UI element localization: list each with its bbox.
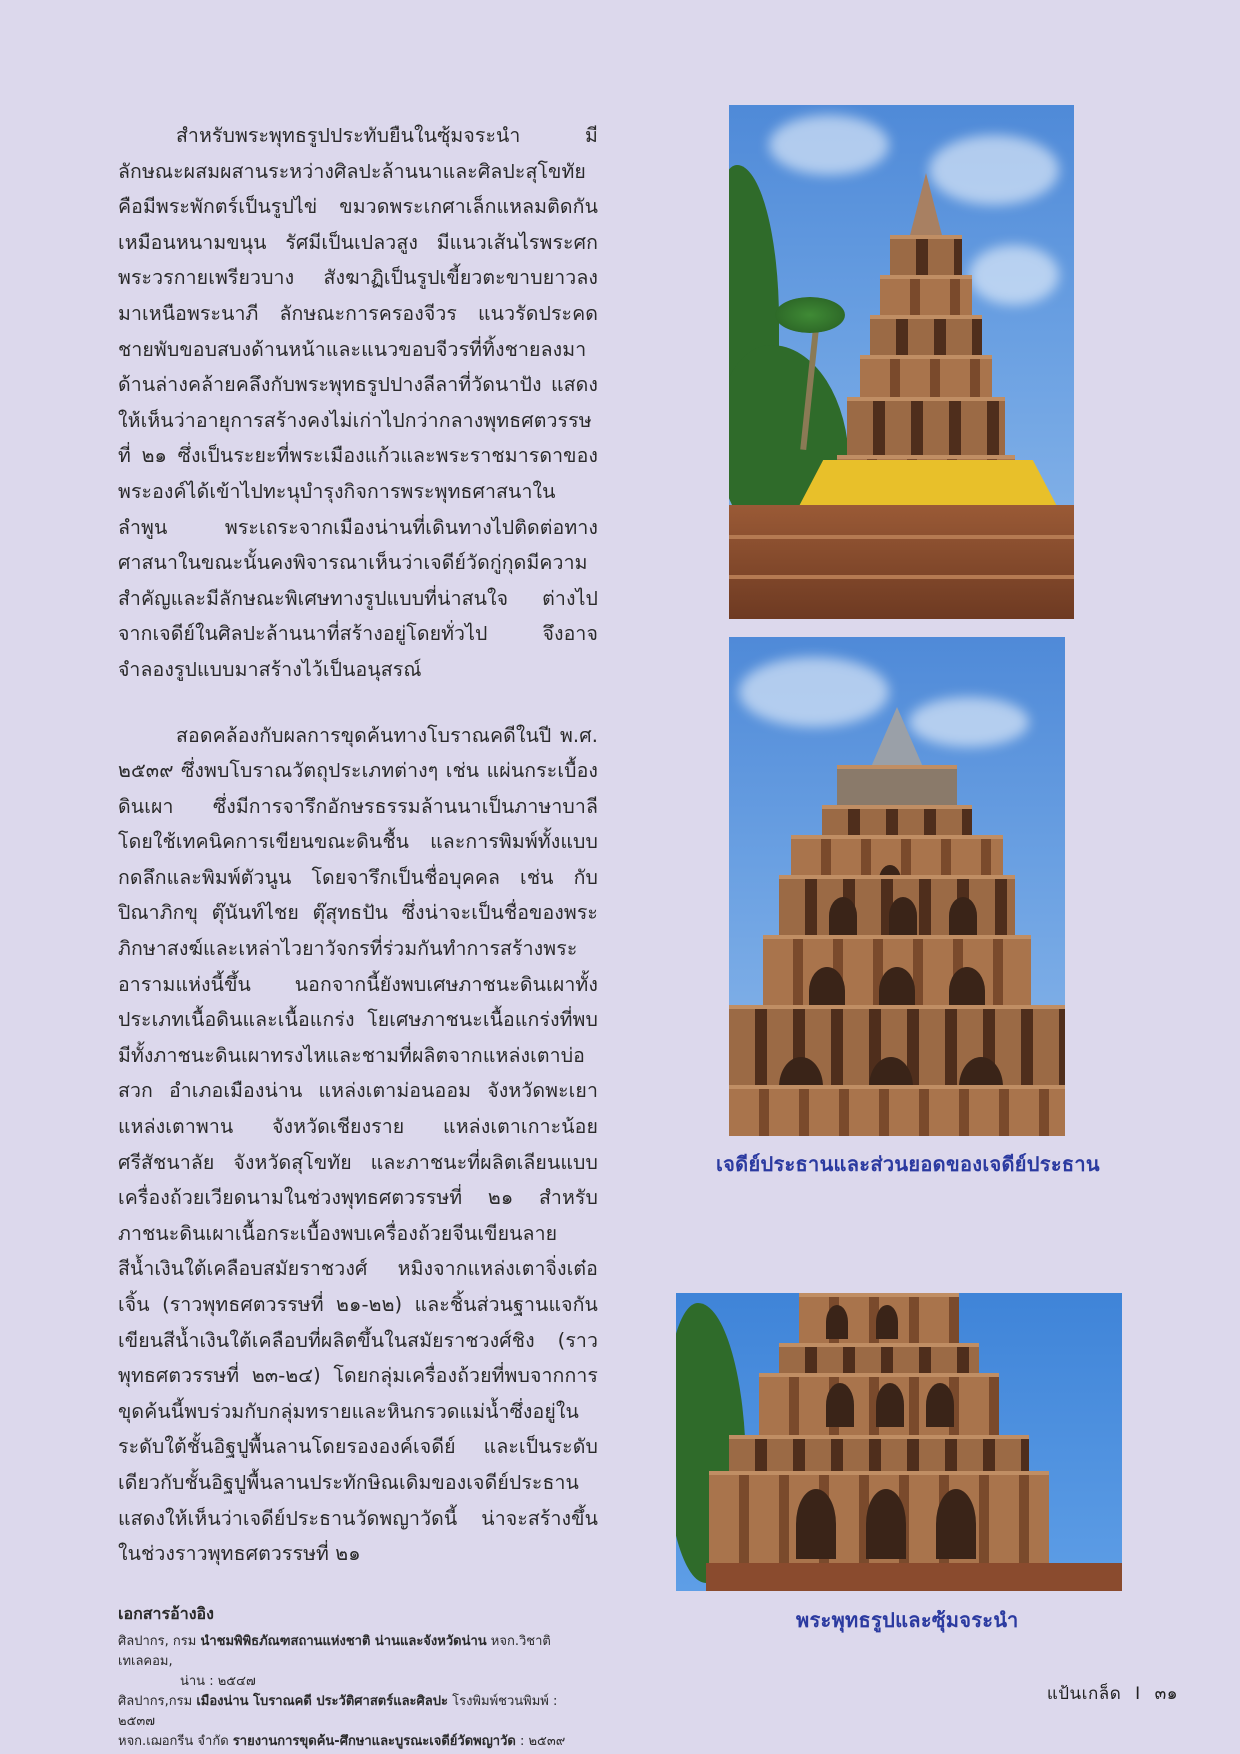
reference-publisher: : ๒๕๓๙ — [515, 1733, 566, 1749]
reference-author: ศิลปากร, กรม — [118, 1633, 201, 1649]
photo-chedi-spire — [729, 637, 1065, 1136]
footer-separator: I — [1135, 1684, 1141, 1704]
photo-chedi-full — [729, 105, 1074, 619]
reference-item — [118, 1632, 598, 1692]
article-body — [118, 118, 598, 1752]
references-title: เอกสารอ้างอิง — [118, 1603, 214, 1623]
reference-publisher: โรงพิมพ์ชวนพิมพ์ : ๒๕๓๗ — [118, 1693, 558, 1729]
paragraph-1: สำหรับพระพุทธรูปประทับยืนในซุ้มจระนำ มีลักษณะผสมผสานระหว่างศิลปะล้านนาและศิลปะสุโขทัย คือมีพระพักตร์เป็นรูปไข่ ขมวดพระเกศาเล็กแหลมติดกันเหมือนหนามขนุน รัศมีเป็นเปลวสูง มีแนวเส้นไรพระศก พระวรกายเพรียวบาง สังฆาฏิเป็นรูปเขี้ยวตะขาบยาวลงมาเหนือพระนาภี ลักษณะการครองจีวร แนวรัดประคด ชายพับขอบสบงด้านหน้าและแนวขอบจีวรที่ทิ้งชายลงมาด้านล่างคล้ายคลึงกับพระพุทธรูปปางลีลาที่วัดนาปัง แสดงให้เห็นว่าอายุการสร้างคงไม่เก่าไปกว่ากลางพุทธศตวรรษที่ ๒๑ ซึ่งเป็นระยะที่พระเมืองแก้วและพระราชมารดาของพระองค์ได้เข้าไปทะนุบำรุงกิจการพระพุทธศาสนาในลำพูน พระเถระจากเมืองน่านที่เดินทางไปติดต่อทางศาสนาในขณะนั้นคงพิจารณาเห็นว่าเจดีย์วัดกู่กุดมีความสำคัญและมีลักษณะพิเศษทางรูปแบบที่น่าสนใจ ต่างไปจากเจดีย์ในศิลปะล้านนาที่สร้างอยู่โดยทั่วไป จึงอาจจำลองรูปแบบมาสร้างไว้เป็นอนุสรณ์ — [118, 124, 598, 681]
paragraph-2: สอดคล้องกับผลการขุดค้นทางโบราณคดีในปี พ.ศ. ๒๕๓๙ ซึ่งพบโบราณวัตถุประเภทต่างๆ เช่น แผ่นกระเบื้องดินเผา ซึ่งมีการจารึกอักษรธรรมล้านนาเป็นภาษาบาลีโดยใช้เทคนิคการเขียนขณะดินชื้น และการพิมพ์ทั้งแบบกดลึกและพิมพ์ตัวนูน โดยจารึกเป็นชื่อบุคคล เช่น กับปิณาภิกขุ ตุ๊นันท์ไชย ตุ๊สุทธปัน ซึ่งน่าจะเป็นชื่อของพระภิกษาสงฆ์และเหล่าไวยาวัจกรที่ร่วมกันทำการสร้างพระอารามแห่งนี้ขึ้น นอกจากนี้ยังพบเศษภาชนะดินเผาทั้งประเภทเนื้อดินและเนื้อแกร่ง โยเศษภาชนะเนื้อแกร่งที่พบมีทั้งภาชนะดินเผาทรงไหและชามที่ผลิตจากแหล่งเตาบ่อสวก อำเภอเมืองน่าน แหล่งเตาม่อนออม จังหวัดพะเยา แหล่งเตาพาน จังหวัดเชียงราย แหล่งเตาเกาะน้อย ศรีสัชนาลัย จังหวัดสุโขทัย และภาชนะที่ผลิตเลียนแบบเครื่องถ้วยเวียดนามในช่วงพุทธศตวรรษที่ ๒๑ สำหรับภาชนะดินเผาเนื้อกระเบื้องพบเครื่องถ้วยจีนเขียนลายสีน้ำเงินใต้เคลือบสมัยราชวงศ์ หมิงจากแหล่งเตาจิ่งเต๋อเจิ้น (ราวพุทธศตวรรษที่ ๒๑-๒๒) และชิ้นส่วนฐานแจกันเขียนสีน้ำเงินใต้เคลือบที่ผลิตขึ้นในสมัยราชวงศ์ชิง (ราวพุทธศตวรรษที่ ๒๓-๒๔) โดยกลุ่มเครื่องถ้วยที่พบจากการขุดค้นนี้พบร่วมกับกลุ่มทรายและหินกรวดแม่น้ำซึ่งอยู่ในระดับใต้ชั้นอิฐปูพื้นลานโดยรององค์เจดีย์ และเป็นระดับเดียวกับชั้นอิฐปูพื้นลานประทักษิณเดิมของเจดีย์ประธาน แสดงให้เห็นว่าเจดีย์ประธานวัดพญาวัดนี้ น่าจะสร้างขึ้นในช่วงราวพุทธศตวรรษที่ ๒๑ — [118, 723, 598, 1566]
caption-buddha-niche: พระพุทธรูปและซุ้มจระนำ — [796, 1608, 1019, 1632]
page-number: ๓๑ — [1154, 1684, 1178, 1704]
reference-item — [118, 1692, 598, 1732]
reference-continuation: น่าน : ๒๕๔๗ — [180, 1673, 256, 1689]
reference-publisher: หจก.วิชาติเทเลคอม, — [118, 1633, 551, 1669]
photo-buddha-niche — [676, 1293, 1122, 1591]
reference-author: ศิลปากร,กรม — [118, 1693, 197, 1709]
reference-item — [118, 1732, 598, 1752]
caption-chedi-spire: เจดีย์ประธานและส่วนยอดของเจดีย์ประธาน — [716, 1152, 1100, 1176]
page-footer — [1047, 1680, 1178, 1707]
magazine-name: แป้นเกล็ด — [1046, 1684, 1122, 1704]
reference-title: รายงานการขุดค้น-ศึกษาและบูรณะเจดีย์วัดพญาวัด — [232, 1733, 516, 1749]
reference-title: เมืองน่าน โบราณคดี ประวัติศาสตร์และศิลปะ — [196, 1693, 448, 1709]
reference-author: หจก.เฌอกรีน จำกัด — [118, 1733, 233, 1749]
reference-title: นำชมพิพิธภัณฑสถานแห่งชาติ น่านและจังหวัดน่าน — [200, 1633, 487, 1649]
references — [118, 1602, 598, 1752]
